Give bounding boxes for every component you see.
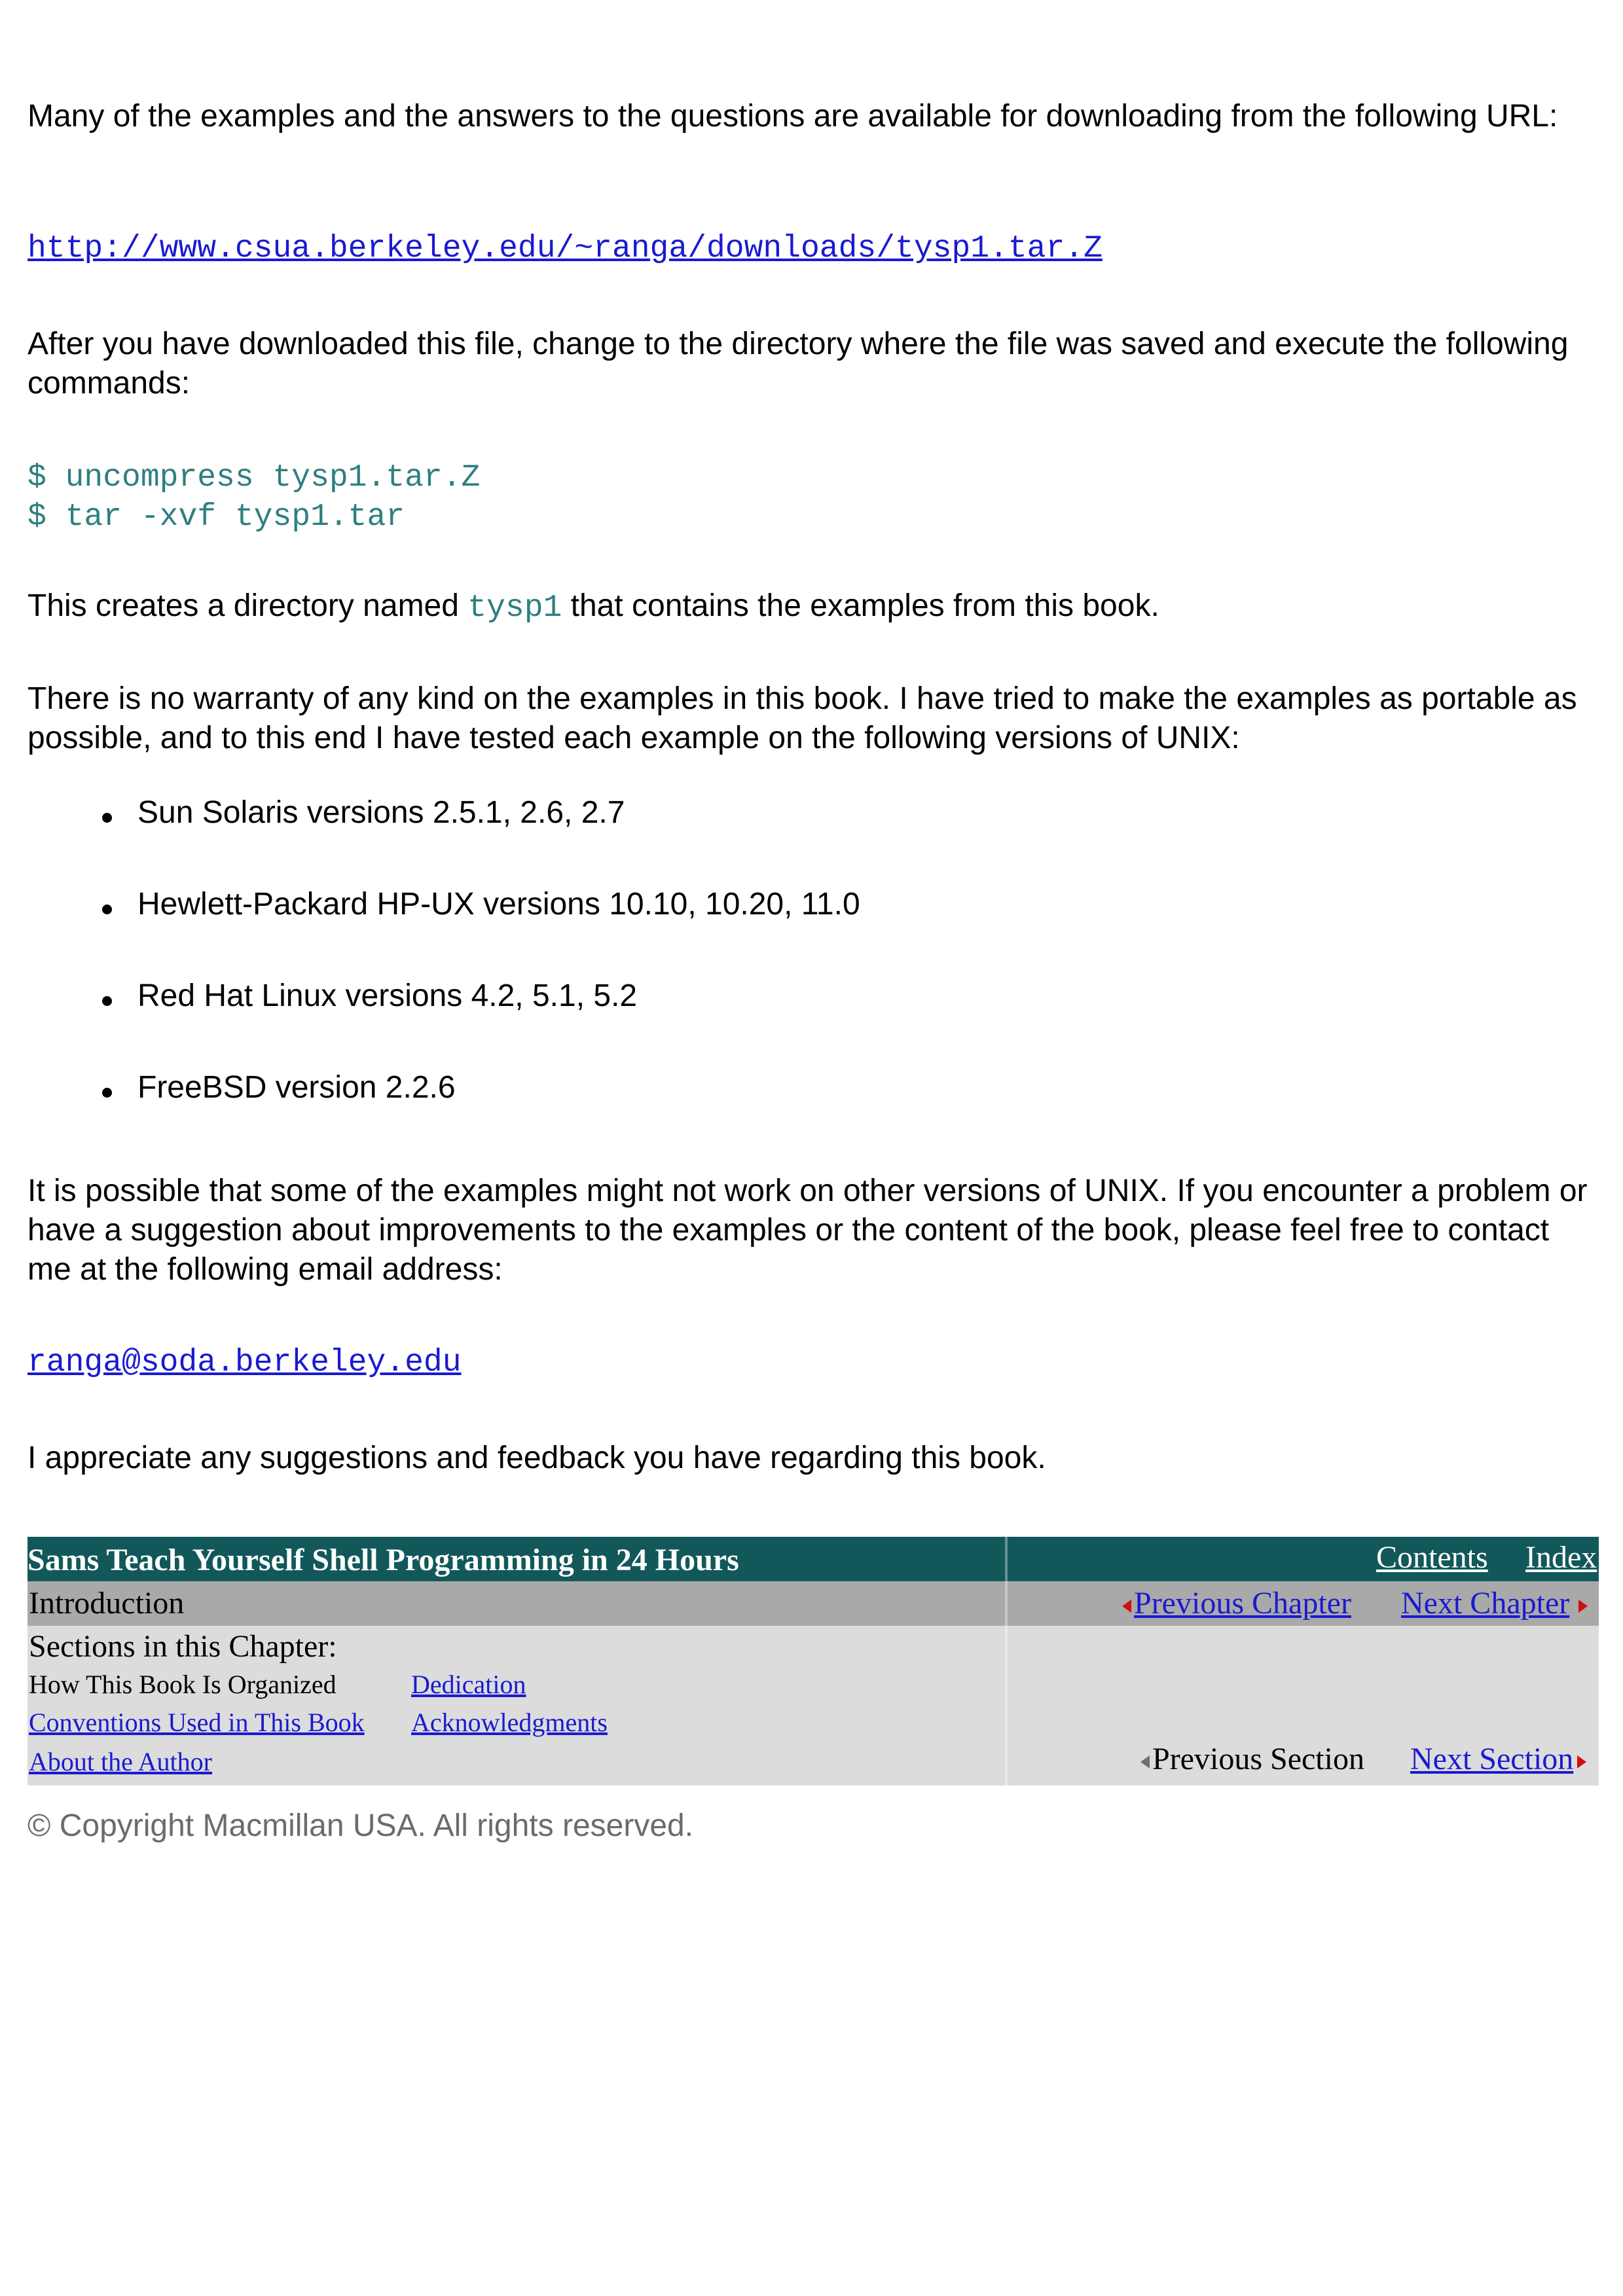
next-section-link[interactable]: Next Section	[1410, 1742, 1574, 1776]
section-dedication-link[interactable]: Dedication	[411, 1670, 526, 1699]
unix-versions-list	[27, 793, 860, 1160]
nav-chapter-row	[27, 1581, 1599, 1626]
next-chapter-nav	[1401, 1585, 1588, 1621]
download-intro-paragraph: Many of the examples and the answers to the questions are available for downloading from the following URL:	[27, 99, 1558, 134]
bullet-icon	[102, 813, 112, 823]
download-url-paragraph	[27, 229, 1599, 268]
bullet-icon	[102, 996, 112, 1006]
navigation-table	[27, 1537, 1599, 1785]
contents-link[interactable]: Contents	[1376, 1540, 1488, 1575]
nav-title-row	[27, 1537, 1599, 1581]
command-block	[27, 458, 1599, 537]
previous-section-nav	[1140, 1741, 1364, 1777]
section-organized: How This Book Is Organized	[29, 1670, 337, 1699]
bullet-icon	[102, 1088, 112, 1098]
list-item: Red Hat Linux versions 4.2, 5.1, 5.2	[27, 977, 860, 1068]
email-paragraph	[27, 1343, 1599, 1382]
directory-text-before: This creates a directory named	[27, 588, 468, 623]
chapter-name: Introduction	[29, 1586, 185, 1621]
warranty-paragraph: There is no warranty of any kind on the examples in this book. I have tried to make the examples as portable as possible, and to this end I have tested each example on the following versions of UNIX:	[27, 681, 1577, 755]
feedback-paragraph: I appreciate any suggestions and feedback you have regarding this book.	[27, 1441, 1046, 1475]
list-item: FreeBSD version 2.2.6	[27, 1068, 860, 1160]
contact-paragraph: It is possible that some of the examples might not work on other versions of UNIX. If you encounter a problem or have a suggestion about improvements to the examples or the content of the book, please feel free to contact me at the following email address:	[27, 1174, 1588, 1287]
list-item: Hewlett-Packard HP-UX versions 10.10, 10.20, 11.0	[27, 885, 860, 977]
next-section-arrow-icon	[1577, 1755, 1586, 1768]
section-about-author-link[interactable]: About the Author	[29, 1747, 212, 1776]
directory-paragraph	[27, 586, 1599, 628]
nav-sections-row	[27, 1626, 1599, 1785]
section-acknowledgments-link[interactable]: Acknowledgments	[411, 1708, 608, 1737]
previous-chapter-nav	[1122, 1585, 1351, 1621]
next-arrow-icon	[1578, 1600, 1588, 1613]
command-line: $ uncompress tysp1.tar.Z	[27, 460, 481, 495]
list-item: Sun Solaris versions 2.5.1, 2.6, 2.7	[27, 793, 860, 885]
email-link[interactable]: ranga@soda.berkeley.edu	[27, 1345, 462, 1380]
next-section-nav	[1410, 1741, 1586, 1777]
directory-name-code: tysp1	[467, 590, 562, 626]
book-title: Sams Teach Yourself Shell Programming in 24 Hours	[27, 1543, 739, 1577]
bullet-icon	[102, 905, 112, 914]
previous-section-arrow-icon	[1140, 1755, 1150, 1768]
next-chapter-link[interactable]: Next Chapter	[1401, 1586, 1570, 1621]
copyright-notice: © Copyright Macmillan USA. All rights reserved.	[27, 1808, 694, 1843]
command-line: $ tar -xvf tysp1.tar	[27, 499, 405, 535]
sections-heading: Sections in this Chapter:	[29, 1629, 337, 1664]
index-link[interactable]: Index	[1525, 1540, 1597, 1575]
section-conventions-link[interactable]: Conventions Used in This Book	[29, 1708, 365, 1737]
previous-arrow-icon	[1122, 1600, 1131, 1613]
download-instructions-paragraph: After you have downloaded this file, change to the directory where the file was saved and execute the following commands:	[27, 327, 1569, 401]
previous-chapter-link[interactable]: Previous Chapter	[1134, 1586, 1351, 1621]
download-url-link[interactable]: http://www.csua.berkeley.edu/~ranga/downloads/tysp1.tar.Z	[27, 231, 1103, 266]
previous-section-label: Previous Section	[1152, 1742, 1364, 1776]
directory-text-after: that contains the examples from this book.	[562, 588, 1159, 623]
